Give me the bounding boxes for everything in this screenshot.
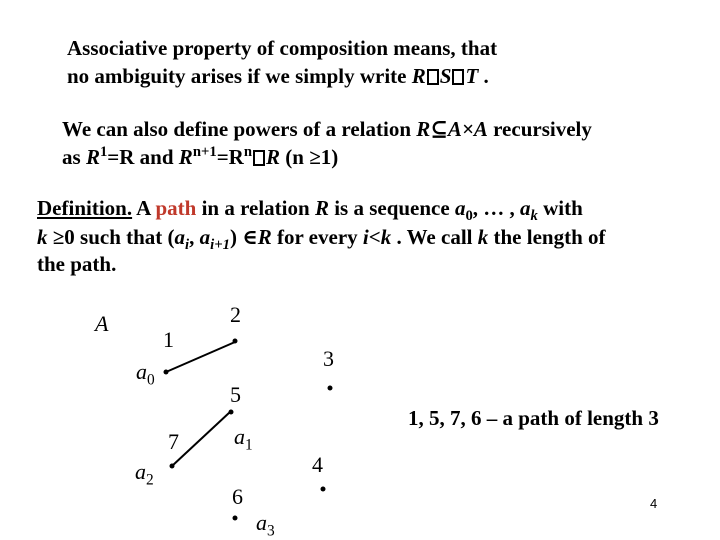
a3-sub: 3 — [267, 522, 275, 540]
label-7: 7 — [168, 429, 179, 454]
node-a3 — [233, 516, 238, 521]
node-a2 — [170, 464, 175, 469]
label-5: 5 — [230, 382, 241, 407]
label-4: 4 — [312, 452, 323, 477]
path-word: path — [155, 196, 197, 220]
node-a1 — [229, 410, 234, 415]
node-2 — [233, 339, 238, 344]
a3-letter: a — [256, 510, 267, 535]
relation-r: R — [411, 64, 426, 88]
def-text: for every — [271, 225, 363, 249]
def-ak: a — [520, 196, 531, 220]
edge-a0-2 — [166, 342, 235, 372]
def-a0: a — [454, 196, 466, 220]
para1-line2-text: no ambiguity arises if we simply write — [67, 64, 412, 88]
sup-n1: n+1 — [192, 144, 217, 160]
a1-sub: 1 — [245, 436, 253, 454]
para2-eq2: =R — [216, 145, 244, 169]
path-example: 1, 5, 7, 6 – a path of length 3 — [408, 406, 659, 430]
def-k: k — [37, 225, 48, 249]
rn1: R — [178, 145, 193, 169]
def-text: A — [132, 196, 156, 220]
label-2: 2 — [230, 302, 241, 327]
sup-n: n — [243, 144, 253, 160]
def-subi: i — [185, 237, 190, 254]
label-a2 — [135, 459, 154, 489]
r-last: R — [266, 145, 281, 169]
node-3 — [328, 386, 333, 391]
label-6: 6 — [232, 484, 243, 509]
node-4 — [321, 487, 326, 492]
label-a1 — [234, 424, 253, 454]
def-text: , — [189, 225, 200, 249]
definition-label: Definition. — [37, 196, 133, 220]
para2-line1-pre: We can also define powers of a relation — [62, 117, 417, 141]
def-i: i<k — [362, 225, 392, 249]
def-text: in a relation — [196, 196, 315, 220]
def-subi1: i+1 — [210, 237, 230, 254]
para2-line2-pre: as — [62, 145, 86, 169]
a2-sub: 2 — [146, 471, 154, 489]
set-label: A — [95, 311, 109, 336]
a0-sub: 0 — [147, 371, 155, 389]
def-subk: k — [530, 208, 538, 225]
def-text: . We call — [391, 225, 478, 249]
para2-relation: R⊆A×A — [416, 117, 488, 141]
def-sub0: 0 — [465, 208, 473, 225]
relation-t: T — [465, 64, 479, 88]
def-ai1: a — [199, 225, 211, 249]
def-text: , … , — [472, 196, 521, 220]
definition-line3: the path. — [37, 252, 117, 276]
def-R: R — [257, 225, 272, 249]
def-text: the length of — [488, 225, 606, 249]
page-number: 4 — [650, 496, 658, 511]
label-3: 3 — [323, 346, 334, 371]
a0-letter: a — [136, 359, 147, 384]
a1-letter: a — [234, 424, 245, 449]
def-text: with — [537, 196, 583, 220]
def-r: R — [314, 196, 329, 220]
para2-cond: (n ≥1) — [280, 145, 339, 169]
def-ai: a — [174, 225, 186, 249]
para2-eq: =R and — [107, 145, 179, 169]
a2-letter: a — [135, 459, 146, 484]
label-a0 — [136, 359, 155, 389]
label-1: 1 — [163, 327, 174, 352]
def-k2: k — [477, 225, 489, 249]
label-a3 — [256, 510, 275, 540]
para1-line1: Associative property of composition means, that — [67, 36, 498, 60]
def-text: ) ∈ — [229, 225, 258, 249]
r1: R — [85, 145, 100, 169]
relation-s: S — [439, 64, 452, 88]
def-text: ≥0 such that ( — [47, 225, 175, 249]
edge-a2-a1 — [172, 412, 230, 466]
para2-line1-post: recursively — [487, 117, 592, 141]
def-text: is a sequence — [328, 196, 455, 220]
node-a0 — [164, 370, 169, 375]
para1-line2-end: . — [478, 64, 489, 88]
sup-1: 1 — [99, 144, 108, 160]
